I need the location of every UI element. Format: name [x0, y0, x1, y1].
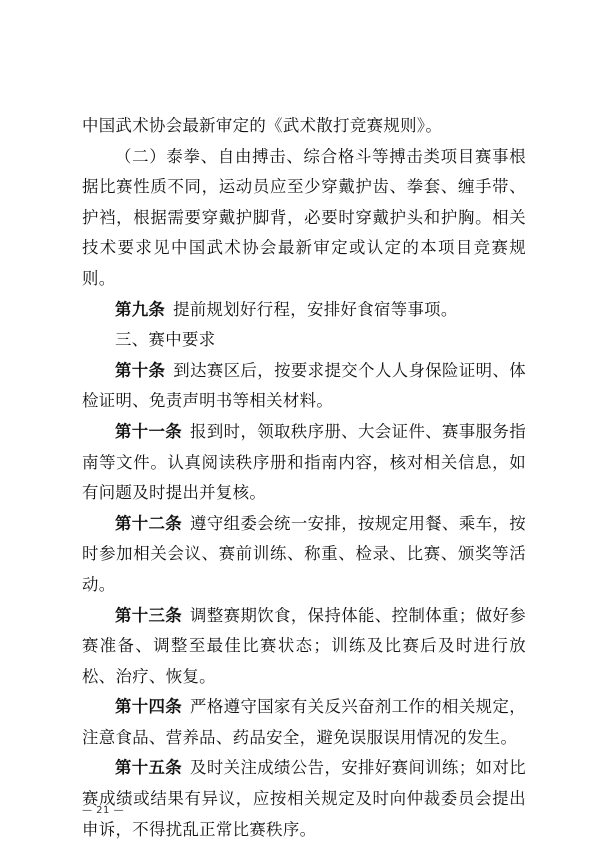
article-10 — [82, 356, 526, 417]
article-11 — [82, 417, 526, 509]
article-number: 第十一条 — [115, 421, 182, 441]
article-12 — [82, 509, 526, 601]
article-number: 第十三条 — [115, 605, 182, 625]
article-text: 调整赛期饮食，保持体能、控制体重；做好参赛准备、调整至最佳比赛状态；训练及比赛后及时进行放松、治疗、恢复。 — [82, 605, 526, 686]
page-number: — 21 — — [82, 805, 125, 816]
article-number: 第十五条 — [115, 758, 182, 778]
article-number: 第十条 — [115, 360, 166, 380]
article-13 — [82, 601, 526, 693]
article-number: 第十二条 — [115, 513, 182, 533]
article-text: 报到时，领取秩序册、大会证件、赛事服务指南等文件。认真阅读秩序册和指南内容，核对相关信息，如有问题及时提出并复核。 — [82, 421, 526, 503]
document-body — [82, 111, 526, 845]
article-15 — [82, 753, 526, 845]
section-heading — [82, 325, 526, 356]
article-text: 到达赛区后，按要求提交个人人身保险证明、体检证明、免责声明书等相关材料。 — [82, 360, 526, 411]
paragraph-combat-sports-gear — [82, 142, 526, 295]
article-number: 第十四条 — [115, 697, 182, 717]
section-heading-text: 三、赛中要求 — [115, 330, 216, 350]
article-text: 严格遵守国家有关反兴奋剂工作的相关规定，注意食品、营养品、药品安全，避免误服误用情况的发生。 — [82, 697, 526, 747]
article-text: 遵守组委会统一安排，按规定用餐、乘车，按时参加相关会议、赛前训练、称重、检录、比赛、颁奖等活动。 — [82, 513, 526, 594]
article-14 — [82, 692, 526, 753]
article-text: 提前规划好行程，安排好食宿等事项。 — [173, 299, 458, 319]
paragraph-text: （二）泰拳、自由搏击、综合格斗等搏击类项目赛事根据比赛性质不同，运动员应至少穿戴护齿、拳套、缠手带、护裆，根据需要穿戴护脚背，必要时穿戴护头和护胸。相关技术要求见中国武术协会最新审定或认定的本项目竞赛规则。 — [82, 146, 526, 288]
article-text: 及时关注成绩公告，安排好赛间训练；如对比赛成绩或结果有异议，应按相关规定及时向仲裁委员会提出申诉，不得扰乱正常比赛秩序。 — [82, 758, 526, 839]
paragraph-text: 中国武术协会最新审定的《武术散打竞赛规则》。 — [82, 116, 443, 135]
article-9 — [82, 295, 526, 326]
paragraph-continuation — [82, 111, 526, 142]
article-number: 第九条 — [115, 299, 166, 319]
